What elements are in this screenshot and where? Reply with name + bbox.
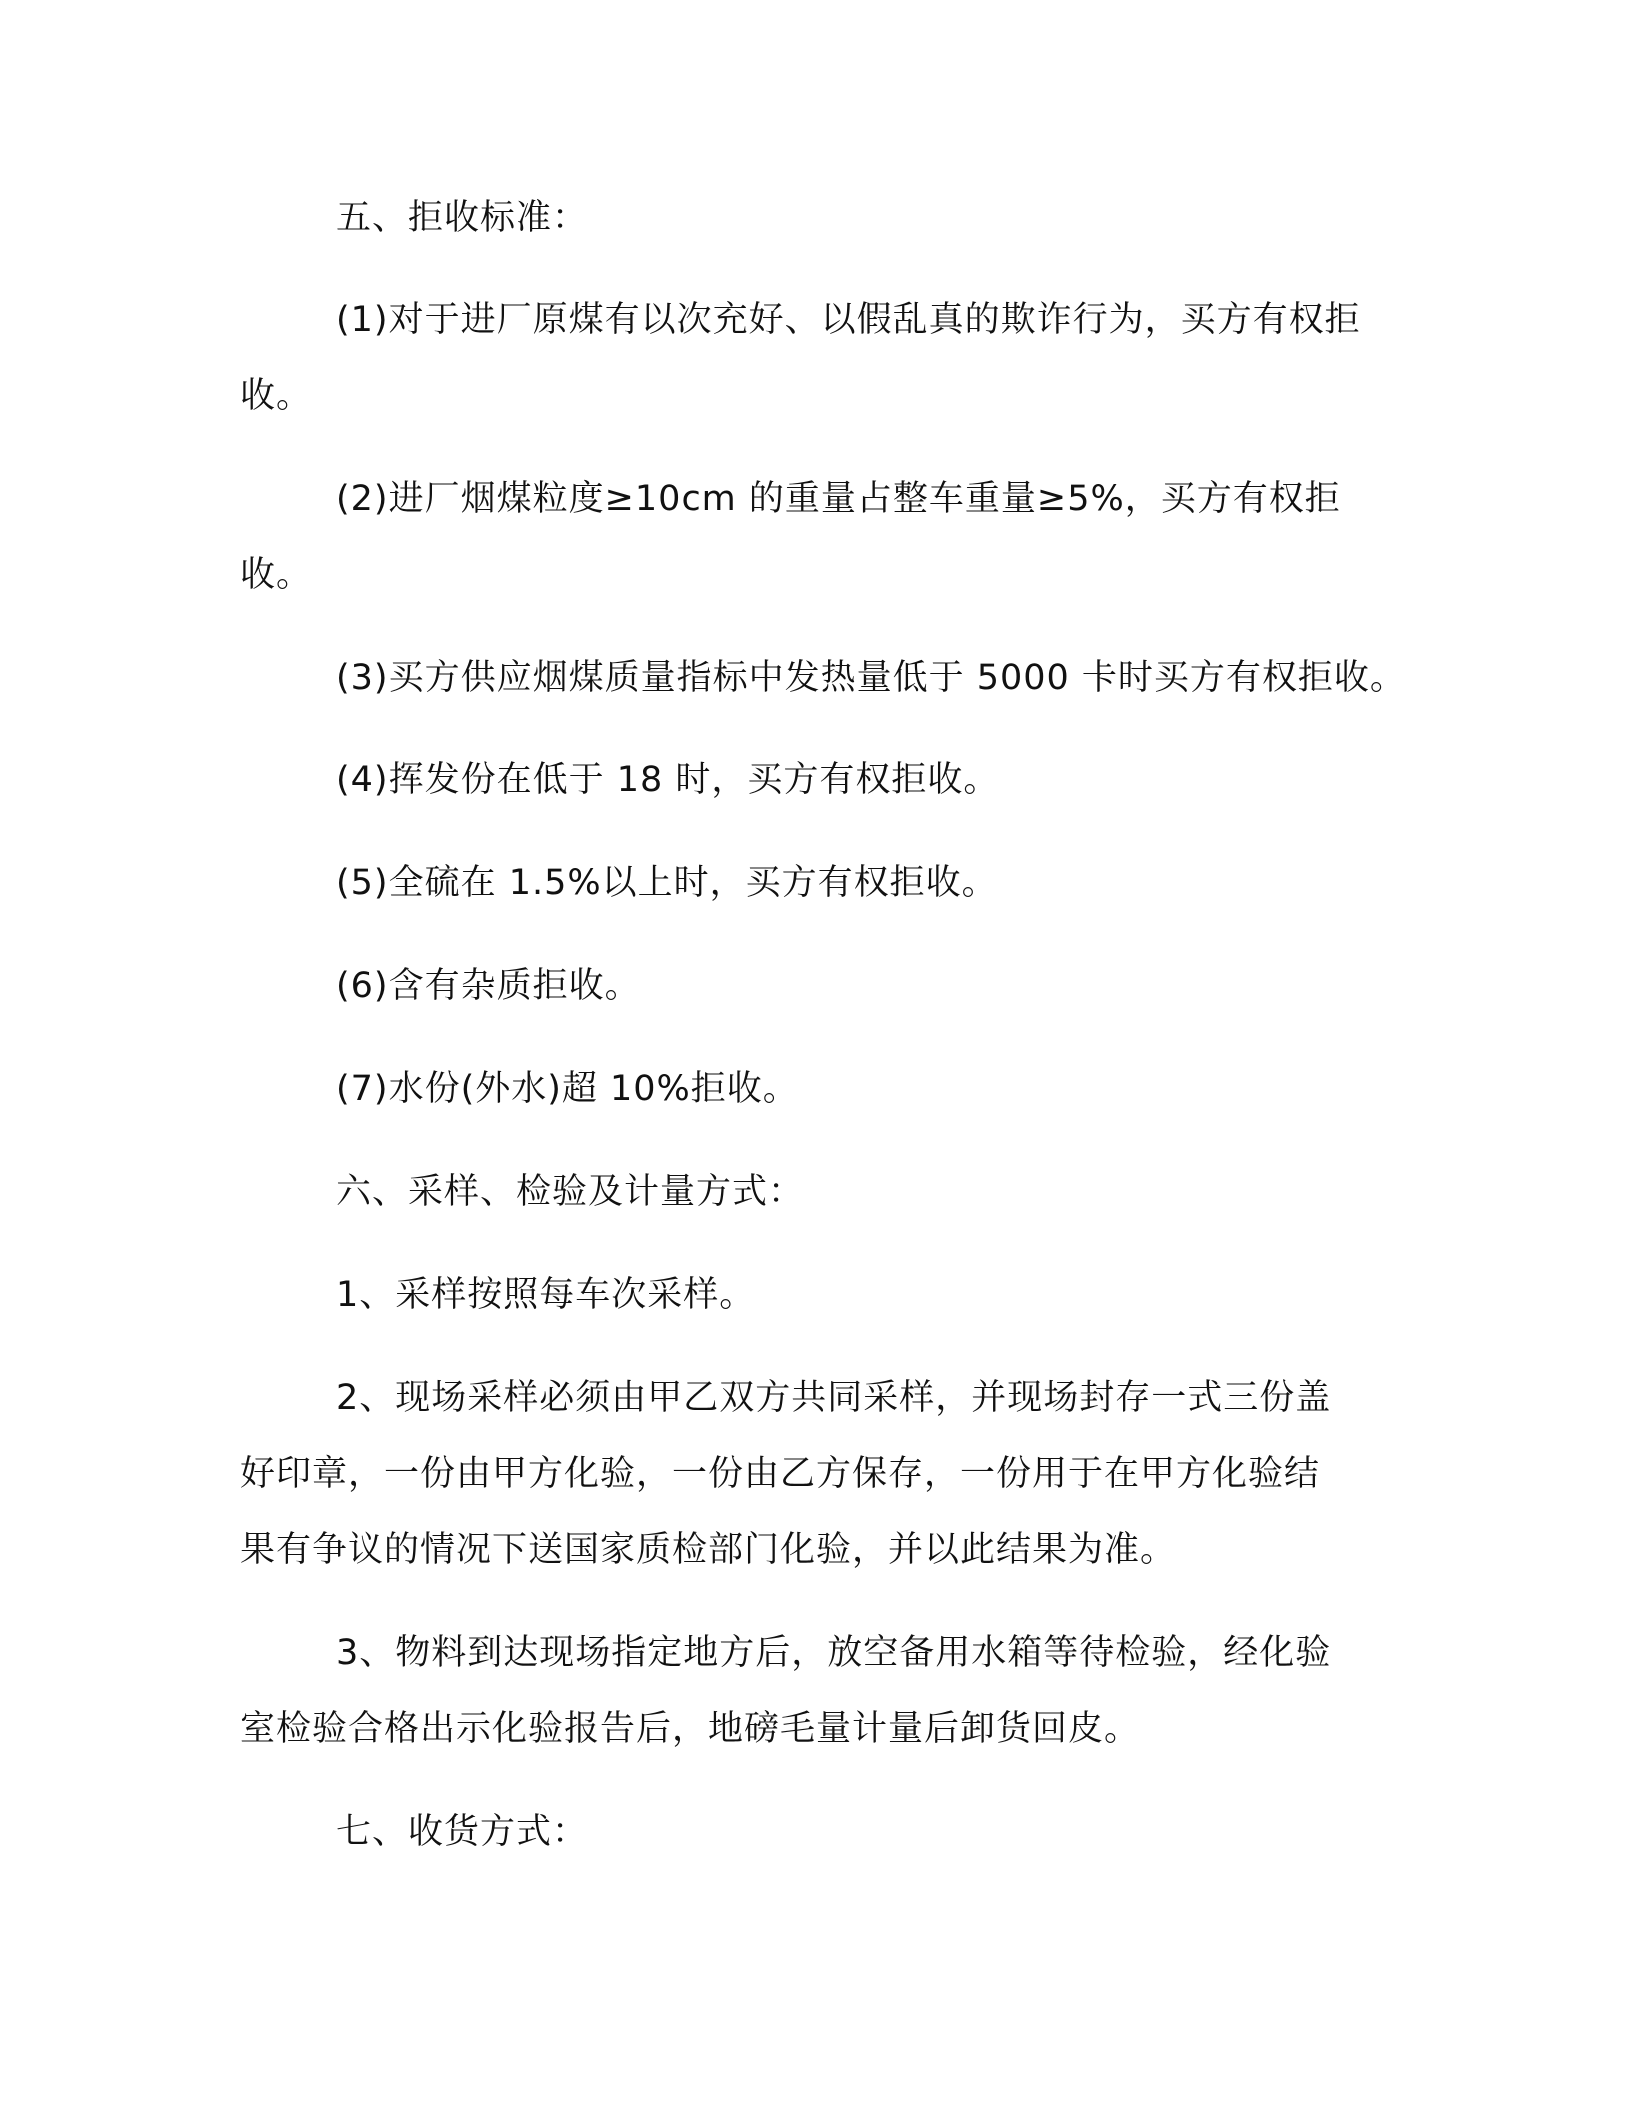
section-7-heading: 七、收货方式： bbox=[336, 1812, 589, 1852]
sampling-item-3-line-1: 3、物料到达现场指定地方后，放空备用水箱等待检验，经化验 bbox=[336, 1633, 1332, 1673]
reject-item-6: (6)含有杂质拒收。 bbox=[336, 966, 641, 1006]
sampling-item-2-line-3: 果有争议的情况下送国家质检部门化验，并以此结果为准。 bbox=[240, 1530, 1177, 1570]
reject-item-4: (4)挥发份在低于 18 时，买方有权拒收。 bbox=[336, 760, 1000, 800]
reject-item-3: (3)买方供应烟煤质量指标中发热量低于 5000 卡时买方有权拒收。 bbox=[336, 658, 1406, 698]
sampling-item-2-line-2: 好印章，一份由甲方化验，一份由乙方保存，一份用于在甲方化验结 bbox=[240, 1454, 1321, 1494]
reject-item-7: (7)水份(外水)超 10%拒收。 bbox=[336, 1069, 799, 1109]
reject-item-5: (5)全硫在 1.5%以上时，买方有权拒收。 bbox=[336, 863, 998, 903]
reject-item-1-line-2: 收。 bbox=[240, 376, 313, 416]
sampling-item-2-line-1: 2、现场采样必须由甲乙双方共同采样，并现场封存一式三份盖 bbox=[336, 1378, 1332, 1418]
section-5-heading: 五、拒收标准： bbox=[336, 198, 589, 238]
sampling-item-3-line-2: 室检验合格出示化验报告后，地磅毛量计量后卸货回皮。 bbox=[240, 1709, 1141, 1749]
reject-item-2-line-1: (2)进厂烟煤粒度≥10cm 的重量占整车重量≥5%，买方有权拒 bbox=[336, 479, 1341, 519]
reject-item-1-line-1: (1)对于进厂原煤有以次充好、以假乱真的欺诈行为，买方有权拒 bbox=[336, 300, 1361, 340]
reject-item-2-line-2: 收。 bbox=[240, 555, 313, 595]
sampling-item-1: 1、采样按照每车次采样。 bbox=[336, 1275, 756, 1315]
section-6-heading: 六、采样、检验及计量方式： bbox=[336, 1172, 805, 1212]
